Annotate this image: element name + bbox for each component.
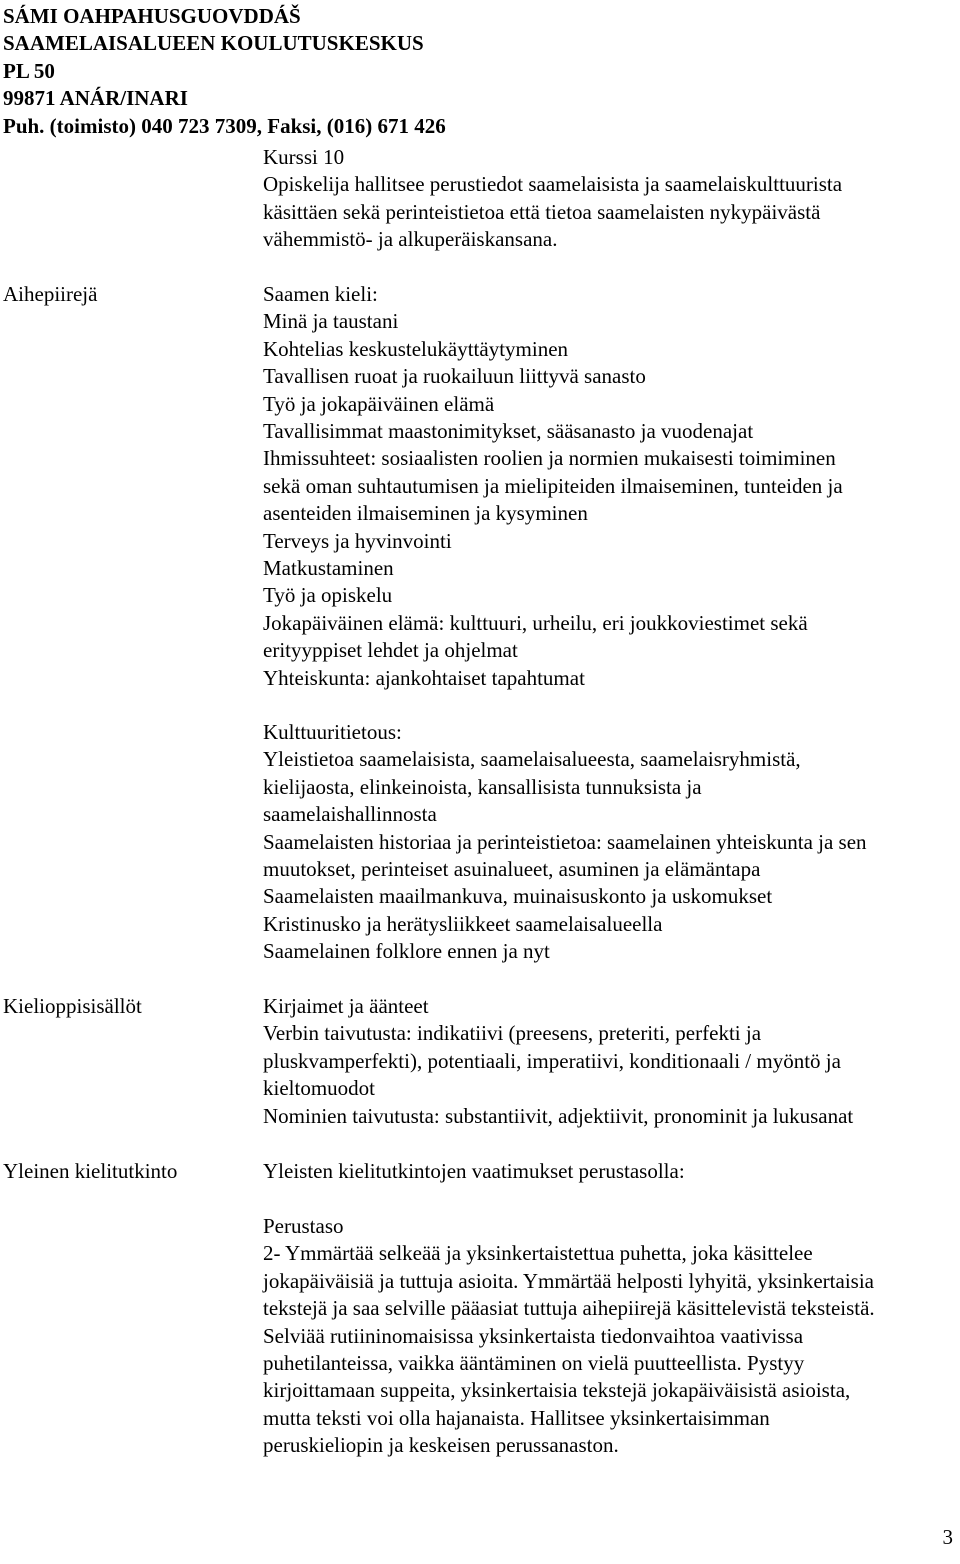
grammar-line: Verbin taivutusta: indikatiivi (preesens, preteriti, perfekti ja — [263, 1021, 762, 1046]
grammar-line: pluskvamperfekti), potentiaali, imperatiivi, konditionaali / myöntö ja — [263, 1048, 841, 1073]
header-line: PL 50 — [3, 58, 55, 83]
topic-line: erityyppiset lehdet ja ohjelmat — [263, 638, 518, 663]
grammar-line: kieltomuodot — [263, 1076, 375, 1101]
header-line: Puh. (toimisto) 040 723 7309, Faksi, (016) 671 426 — [3, 113, 446, 138]
culture-line: Saamelaisten maailmankuva, muinaisuskonto ja uskomukset — [263, 884, 773, 909]
kielitutkinto-label: Yleinen kielitutkinto — [3, 1159, 178, 1183]
topic-line: Tavallisimmat maastonimitykset, sääsanasto ja vuodenajat — [263, 419, 754, 444]
kielioppi-label: Kielioppisisällöt — [3, 994, 142, 1018]
level-line: 2- Ymmärtää selkeää ja yksinkertaistettua puhetta, joka käsittelee — [263, 1241, 813, 1266]
topic-line: Matkustaminen — [263, 556, 394, 581]
header-line: 99871 ANÁR/INARI — [3, 86, 188, 111]
header-line: SÁMI OAHPAHUSGUOVDDÁŠ — [3, 4, 301, 28]
topic-line: Jokapäiväinen elämä: kulttuuri, urheilu, eri joukkoviestimet sekä — [263, 610, 808, 635]
culture-line: kielijaosta, elinkeinoista, kansallisista tunnuksista ja — [263, 774, 702, 799]
level-line: peruskieliopin ja keskeisen perussanaston. — [263, 1433, 619, 1458]
perustaso-block — [263, 1213, 875, 1460]
topic-line: Yhteiskunta: ajankohtaiset tapahtumat — [263, 665, 585, 690]
header-line: SAAMELAISALUEEN KOULUTUSKESKUS — [3, 31, 424, 56]
aihepiireja-label: Aihepiirejä — [3, 282, 98, 306]
culture-line: Yleistietoa saamelaisista, saamelaisalueesta, saamelaisryhmistä, — [263, 747, 801, 772]
course-description-line: käsittäen sekä perinteistietoa että tietoa saamelaisten nykypäivästä — [263, 199, 821, 224]
topic-line: Ihmissuhteet: sosiaalisten roolien ja normien mukaisesti toimiminen — [263, 446, 836, 471]
kulttuuritietous-block — [263, 719, 867, 966]
topic-line: Kohtelias keskustelukäyttäytyminen — [263, 336, 569, 361]
level-line: tekstejä ja saa selville pääasiat tuttuja aihepiirejä käsittelevistä teksteistä. — [263, 1296, 875, 1321]
level-title: Perustaso — [263, 1214, 344, 1238]
topic-line: Tavallisen ruoat ja ruokailuun liittyvä sanasto — [263, 364, 646, 389]
level-line: Selviää rutiininomaisissa yksinkertaista tiedonvaihtoa vaativissa — [263, 1323, 804, 1348]
header-address — [3, 3, 446, 140]
culture-line: Saamelaisten historiaa ja perinteistietoa: saamelainen yhteiskunta ja sen — [263, 829, 867, 854]
page-number: 3 — [942, 1525, 953, 1549]
topic-line: Työ ja opiskelu — [263, 583, 393, 608]
culture-line: Kulttuuritietous: — [263, 720, 402, 744]
topic-line: Työ ja jokapäiväinen elämä — [263, 391, 495, 416]
topic-line: asenteiden ilmaiseminen ja kysyminen — [263, 501, 588, 526]
course-description-line: vähemmistö- ja alkuperäiskansana. — [263, 227, 558, 252]
kielioppi-block — [263, 993, 853, 1130]
culture-line: Kristinusko ja herätysliikkeet saamelaisalueella — [263, 911, 663, 936]
course-description-line: Opiskelija hallitsee perustiedot saamelaisista ja saamelaiskulttuurista — [263, 172, 843, 197]
level-line: puhetilanteissa, vaikka ääntäminen on vielä puutteellista. Pystyy — [263, 1351, 805, 1376]
topic-line: Terveys ja hyvinvointi — [263, 528, 452, 553]
grammar-line: Nominien taivutusta: substantiivit, adjektiivit, pronominit ja lukusanat — [263, 1103, 854, 1128]
level-line: kirjoittamaan suppeita, yksinkertaisia tekstejä jokapäiväisistä asioista, — [263, 1378, 851, 1403]
course-block — [263, 144, 842, 254]
topic-line: Minä ja taustani — [263, 309, 399, 334]
grammar-line: Kirjaimet ja äänteet — [263, 994, 429, 1018]
culture-line: saamelaishallinnosta — [263, 802, 437, 827]
course-title: Kurssi 10 — [263, 145, 345, 169]
topic-line: Saamen kieli: — [263, 282, 378, 306]
level-line: jokapäiväisiä ja tuttuja asioita. Ymmärtää helposti lyhyitä, yksinkertaisia — [263, 1268, 874, 1293]
topic-line: sekä oman suhtautumisen ja mielipiteiden ilmaiseminen, tunteiden ja — [263, 473, 843, 498]
saamen-kieli-block — [263, 281, 843, 692]
culture-line: Saamelainen folklore ennen ja nyt — [263, 939, 550, 964]
level-line: mutta teksti voi olla hajanaista. Hallitsee yksinkertaisimman — [263, 1405, 770, 1430]
kielitutkinto-heading: Yleisten kielitutkintojen vaatimukset perustasolla: — [263, 1159, 685, 1183]
culture-line: muutokset, perinteiset asuinalueet, asuminen ja elämäntapa — [263, 857, 761, 882]
